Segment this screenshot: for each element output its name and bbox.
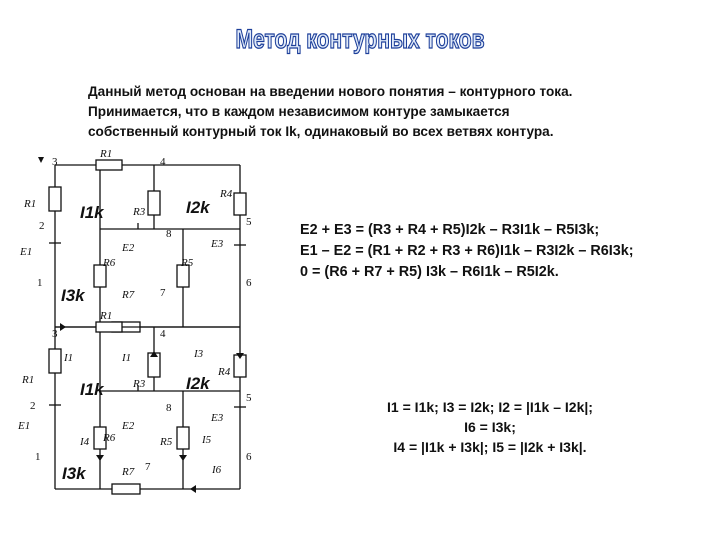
label-r1-left: R1 — [22, 374, 35, 386]
label-e2: E2 — [122, 242, 135, 254]
node-4: 4 — [160, 156, 166, 168]
circuit-top — [19, 148, 252, 332]
loop-current-i2k: I2k — [186, 374, 210, 393]
label-r4: R4 — [218, 366, 231, 378]
node-5: 5 — [246, 216, 252, 228]
loop-current-i1k: I1k — [80, 203, 104, 222]
label-e1: E1 — [18, 420, 31, 432]
node-marker-3 — [38, 157, 44, 163]
branch-eq-2: I6 = I3k; — [464, 419, 516, 435]
node-2: 2 — [30, 400, 36, 412]
circuit-bottom — [17, 310, 252, 494]
intro-line-1: Данный метод основан на введении нового понятия – контурного тока. — [88, 84, 573, 99]
resistor-r7 — [112, 484, 140, 494]
branch-eq-3: I4 = |I1k + I3k|; I5 = |I2k + I3k|. — [393, 439, 587, 455]
resistor-r1-top — [96, 322, 122, 332]
label-r1-top: R1 — [100, 310, 113, 322]
loop-current-i1k: I1k — [80, 380, 104, 399]
label-i4: I4 — [80, 436, 90, 448]
node-7: 7 — [145, 461, 151, 473]
label-e3: E3 — [211, 238, 224, 250]
node-3: 3 — [52, 156, 58, 168]
equation-3: 0 = (R6 + R7 + R5) I3k – R6I1k – R5I2k. — [300, 264, 559, 280]
label-r1-top: R1 — [100, 148, 113, 160]
intro-line-2: Принимается, что в каждом независимом контуре замыкается — [88, 104, 510, 119]
branch-eq-1: I1 = I1k; I3 = I2k; I2 = |I1k – I2k|; — [387, 399, 593, 415]
resistor-r5 — [177, 427, 189, 449]
resistor-r1-left — [49, 187, 61, 211]
label-i1-left: I1 — [64, 352, 74, 364]
label-e2: E2 — [122, 420, 135, 432]
label-e1: E1 — [20, 246, 33, 258]
resistor-r1-top — [96, 160, 122, 170]
resistor-r1-left — [49, 349, 61, 373]
label-i5: I5 — [202, 434, 212, 446]
loop-current-i2k: I2k — [186, 198, 210, 217]
resistor-r3 — [148, 191, 160, 215]
node-8: 8 — [166, 228, 172, 240]
label-r6: R6 — [103, 257, 116, 269]
equation-2: E1 – E2 = (R1 + R2 + R3 + R6)I1k – R3I2k – R6I3k; — [300, 243, 634, 259]
label-r3: R3 — [133, 378, 146, 390]
label-r7: R7 — [122, 466, 135, 478]
page-title: Метод контурных токов — [235, 24, 485, 54]
node-6: 6 — [246, 277, 252, 289]
node-8: 8 — [166, 402, 172, 414]
label-r7: R7 — [122, 289, 135, 301]
intro-line-3: собственный контурный ток Ik, одинаковый во всех ветвях контура. — [88, 124, 554, 139]
label-r1-left: R1 — [24, 198, 37, 210]
label-e3: E3 — [211, 412, 224, 424]
arrow-i4 — [96, 455, 104, 461]
node-1: 1 — [37, 277, 43, 289]
node-1: 1 — [35, 451, 41, 463]
label-r6: R6 — [103, 432, 116, 444]
node-4: 4 — [160, 328, 166, 340]
node-6: 6 — [246, 451, 252, 463]
loop-current-i3k: I3k — [61, 286, 85, 305]
arrow-i1-top — [60, 323, 66, 331]
label-i1: I1 — [122, 352, 132, 364]
resistor-r4 — [234, 193, 246, 215]
equation-1: E2 + E3 = (R3 + R4 + R5)I2k – R3I1k – R5I3k; — [300, 222, 600, 238]
label-r4: R4 — [220, 188, 233, 200]
node-2: 2 — [39, 220, 45, 232]
node-5: 5 — [246, 392, 252, 404]
arrow-i6 — [190, 485, 196, 493]
label-r5: R5 — [160, 436, 173, 448]
loop-current-i3k: I3k — [62, 464, 86, 483]
label-r3: R3 — [133, 206, 146, 218]
label-r5: R5 — [181, 257, 194, 269]
label-i6: I6 — [212, 464, 222, 476]
node-7: 7 — [160, 287, 166, 299]
node-3: 3 — [52, 328, 58, 340]
arrow-i5 — [179, 455, 187, 461]
label-i3: I3 — [194, 348, 204, 360]
